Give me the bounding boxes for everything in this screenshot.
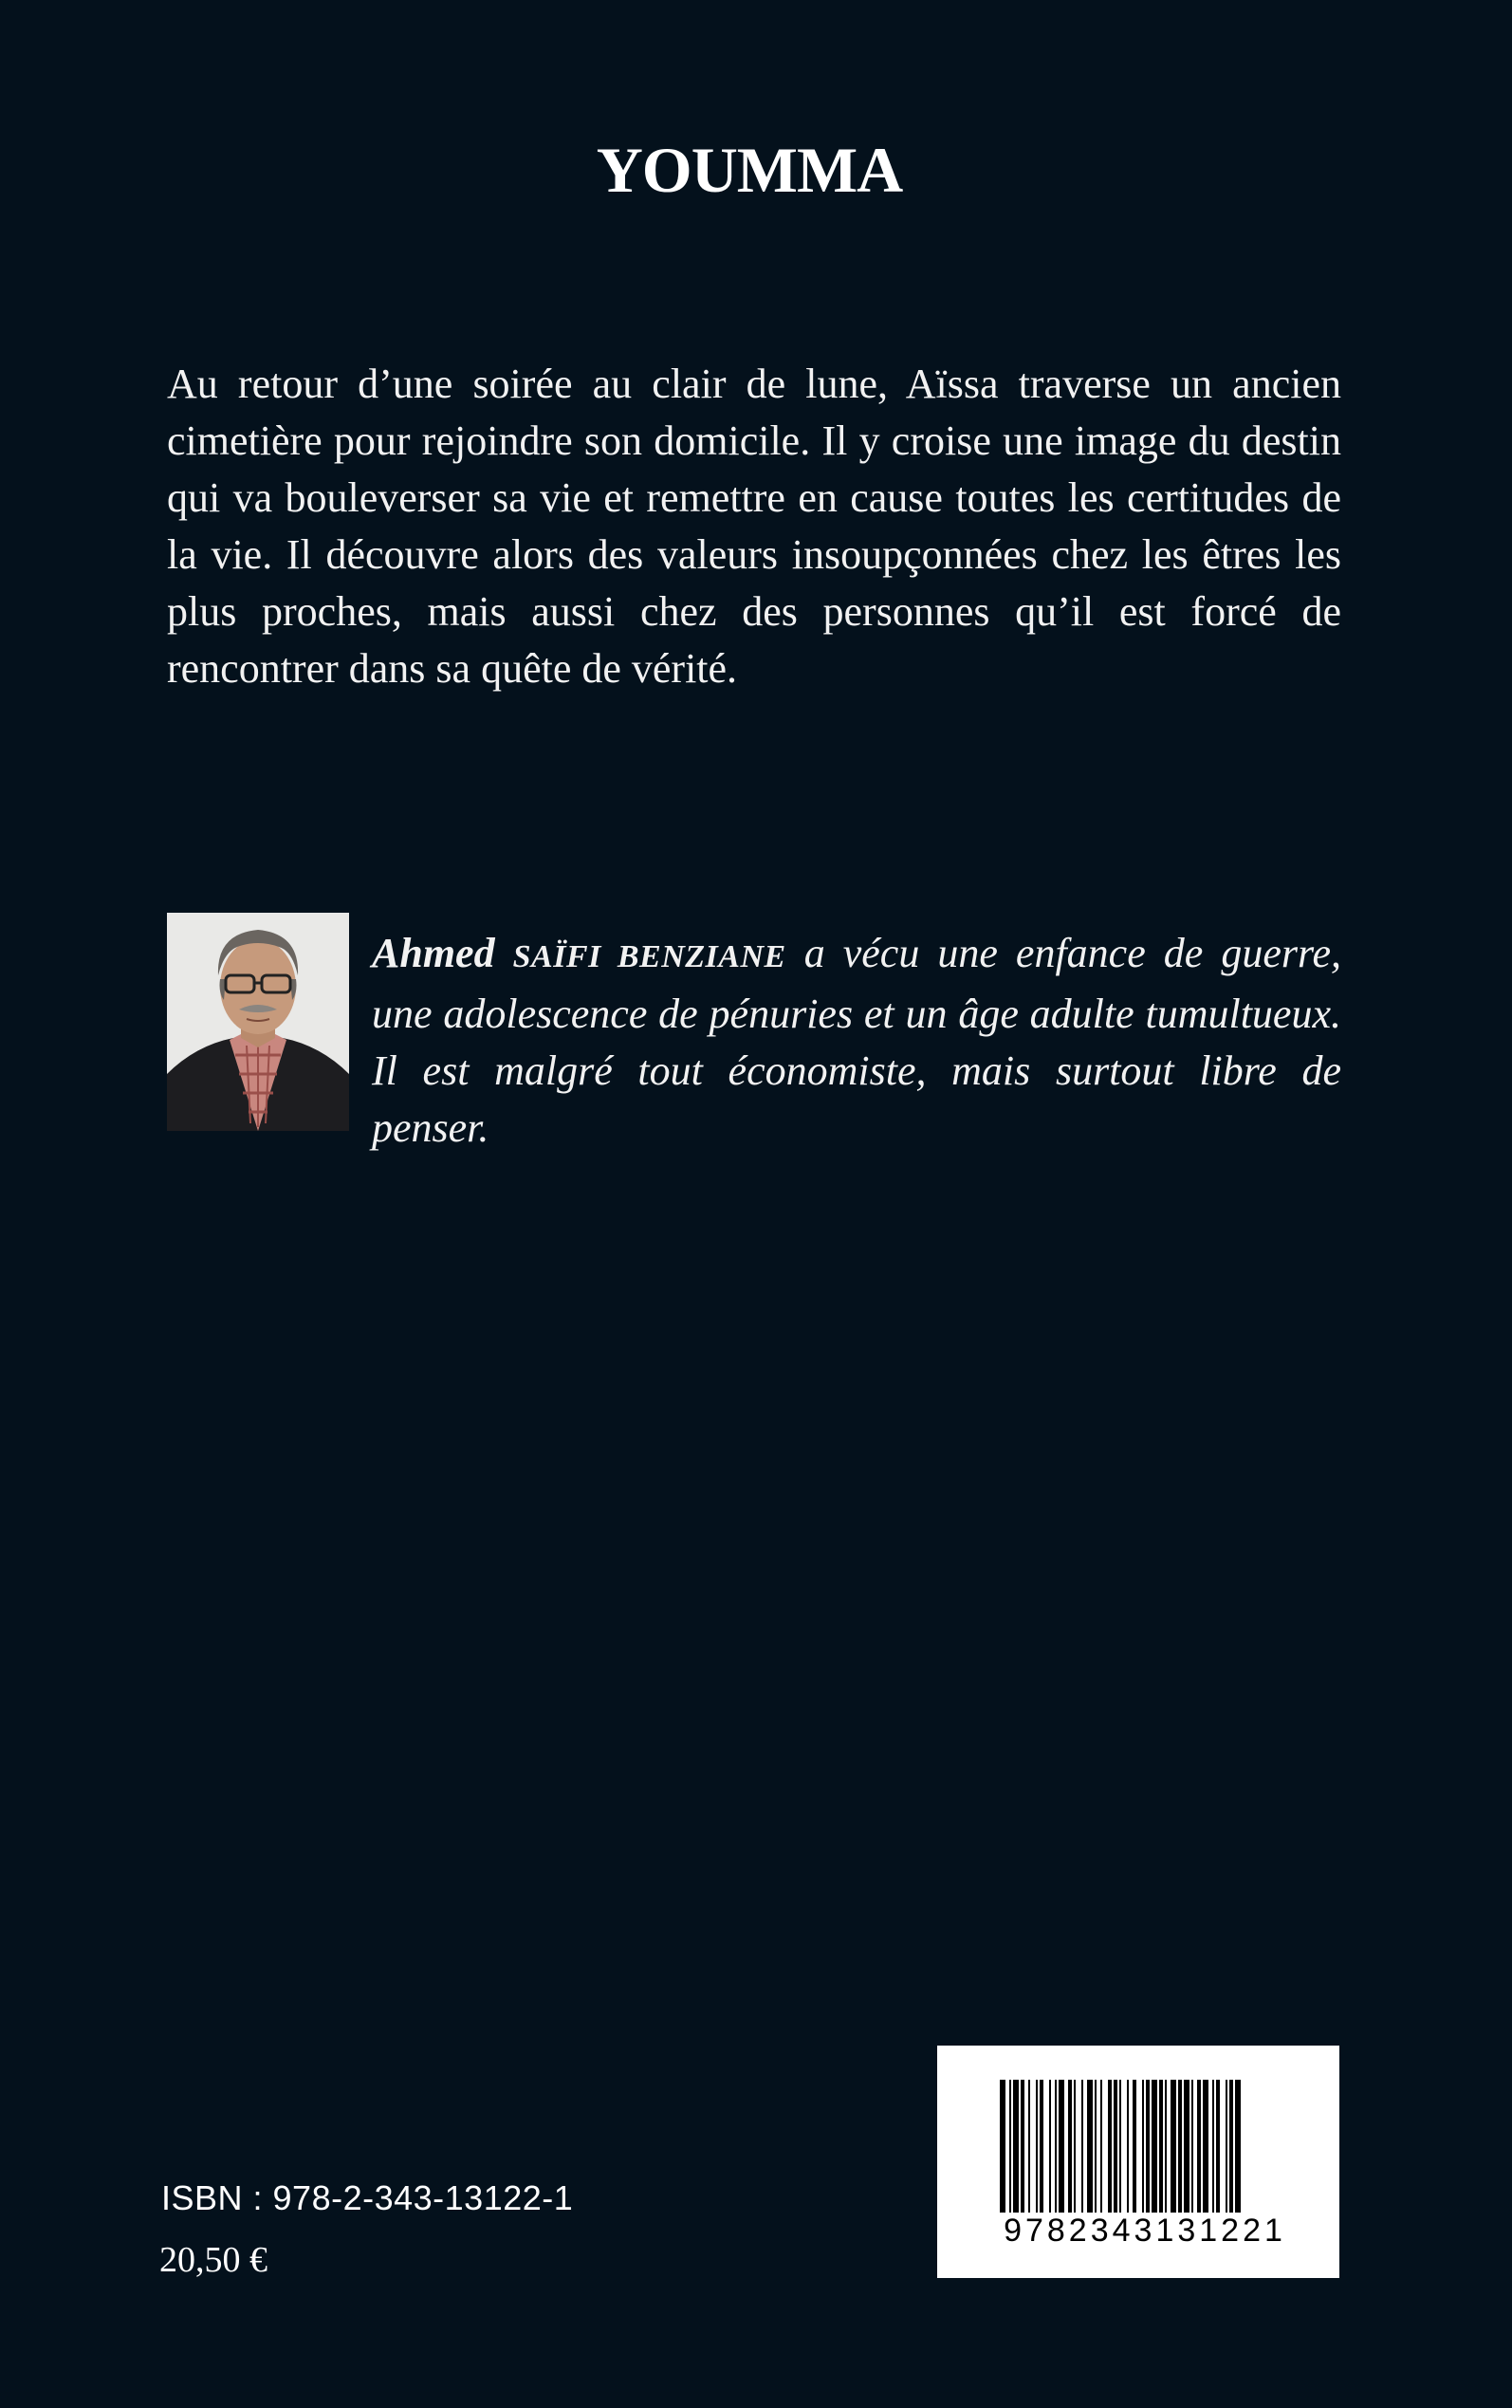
barcode-digits: 9782343131221: [1004, 2213, 1286, 2249]
author-photo: [167, 913, 349, 1131]
price-label: 20,50 €: [159, 2240, 267, 2280]
author-first-name: Ahmed: [372, 930, 495, 976]
book-title: YOUMMA: [596, 134, 903, 206]
author-bio: [372, 925, 1341, 1157]
author-last-name: SAÏFI BENZIANE: [512, 939, 786, 974]
barcode: [937, 2046, 1339, 2278]
author-bio-text: a vécu une enfance de guerre, une adolescence de pénuries et un âge adulte tumultueux. Il est malgré tout économiste, mais surtout libre de penser.: [372, 930, 1341, 1151]
author-name: [372, 930, 786, 976]
synopsis-text: Au retour d’une soirée au clair de lune, Aïssa traverse un ancien cimetière pour rejoindre son domicile. Il y croise une image du destin qui va bouleverser sa vie et remettre en cause toutes les certitudes de la vie. Il découvre alors des valeurs insoupçonnées chez les êtres les plus proches, mais aussi chez des personnes qu’il est forcé de rencontrer dans sa quête de vérité.: [167, 361, 1341, 692]
isbn-label: ISBN : 978-2-343-13122-1: [161, 2178, 574, 2217]
